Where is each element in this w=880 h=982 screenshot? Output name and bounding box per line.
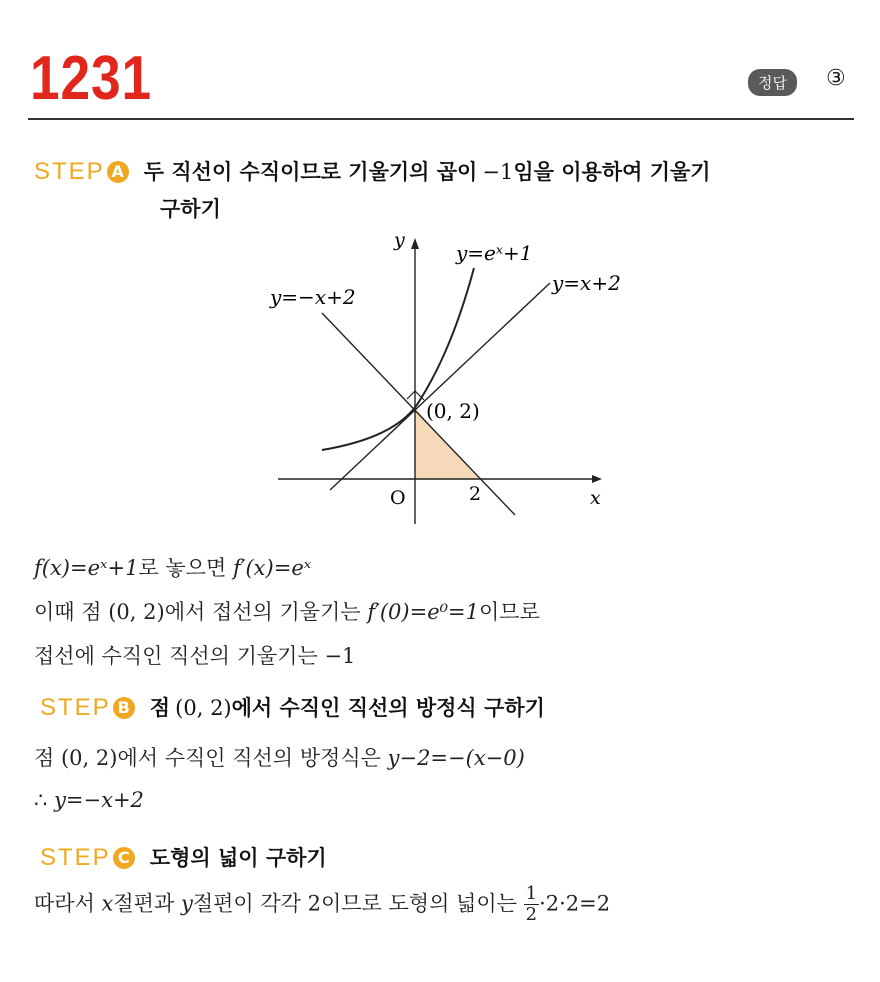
point: (0, 2) xyxy=(108,600,165,624)
step-b-heading xyxy=(40,692,545,722)
answer-badge: 정답 xyxy=(748,69,797,96)
text: 이때 점 xyxy=(34,600,102,624)
slope-expr: f′(0)=e⁰=1 xyxy=(367,600,480,624)
step-a-label: STEP xyxy=(34,158,105,185)
step-a-line-2 xyxy=(34,596,540,626)
fpx-expr: f′(x)=eˣ xyxy=(232,556,312,580)
step-c-letter-icon: C xyxy=(113,847,135,869)
fraction-half xyxy=(524,884,539,925)
xint-label: 2 xyxy=(469,483,482,505)
step-b-letter-icon: B xyxy=(113,697,135,719)
intercept-value: 2 xyxy=(307,891,321,916)
step-a-line-3 xyxy=(34,640,355,670)
text: 접선에 수직인 직선의 기울기는 xyxy=(34,644,318,668)
var-x: x xyxy=(101,891,114,916)
text: 절편이 각각 xyxy=(192,891,301,916)
result-equation: y=−x+2 xyxy=(54,788,144,812)
point-label: (0, 2) xyxy=(426,399,480,423)
step-b-title-b: 에서 수직인 직선의 방정식 구하기 xyxy=(231,696,545,720)
x-axis-arrow xyxy=(592,475,602,483)
y-axis-arrow xyxy=(411,238,419,249)
origin-label: O xyxy=(390,487,406,509)
text: 따라서 xyxy=(34,891,95,916)
line1-label: y=x+2 xyxy=(552,271,621,295)
problem-number: 1231 xyxy=(30,44,153,113)
line-equation: y−2=−(x−0) xyxy=(387,746,525,770)
text: 점 xyxy=(34,746,55,770)
graph xyxy=(250,228,650,530)
step-c-heading xyxy=(40,842,327,872)
step-b-label: STEP xyxy=(40,694,111,721)
area-expr: ·2·2=2 xyxy=(539,891,611,916)
text: 절편과 xyxy=(113,891,175,916)
step-a-letter-icon: A xyxy=(107,161,129,183)
var-y: y xyxy=(180,891,193,916)
answer-value: ③ xyxy=(826,66,846,91)
text: 이므로 도형의 넓이는 xyxy=(320,891,517,916)
step-c-title: 도형의 넓이 구하기 xyxy=(149,846,327,870)
step-a-line-1 xyxy=(34,552,311,582)
step-b-line-1 xyxy=(34,742,525,772)
fx-expr: f(x)=eˣ+1 xyxy=(34,556,139,580)
step-c-label: STEP xyxy=(40,844,111,871)
step-c-line-1 xyxy=(34,884,610,925)
therefore-icon: ∴ xyxy=(34,788,48,812)
step-b-line-2 xyxy=(34,788,144,812)
step-a-heading xyxy=(34,156,711,186)
text: 로 놓으면 xyxy=(138,556,227,580)
step-b-title-a: 점 xyxy=(149,696,171,720)
fraction-den: 2 xyxy=(525,903,538,925)
step-b-title-point: (0, 2) xyxy=(175,696,232,720)
step-a-title-line2: 구하기 xyxy=(160,197,221,221)
slope-value: −1 xyxy=(324,644,356,668)
line2-label: y=−x+2 xyxy=(270,285,356,309)
header-divider xyxy=(28,118,854,120)
step-a-title-neg: −1 xyxy=(482,160,514,184)
text: 에서 수직인 직선의 방정식은 xyxy=(117,746,381,770)
step-a-title-a: 두 직선이 수직이므로 기울기의 곱이 xyxy=(143,160,478,184)
text: 이므로 xyxy=(479,600,540,624)
point: (0, 2) xyxy=(60,746,118,770)
axis-x-label: x xyxy=(590,487,601,509)
curve-label: y=eˣ+1 xyxy=(456,241,533,265)
fraction-num: 1 xyxy=(525,883,538,904)
axis-y-label: y xyxy=(394,229,405,251)
step-a-title-b: 임을 이용하여 기울기 xyxy=(513,160,711,184)
text: 에서 접선의 기울기는 xyxy=(164,600,361,624)
